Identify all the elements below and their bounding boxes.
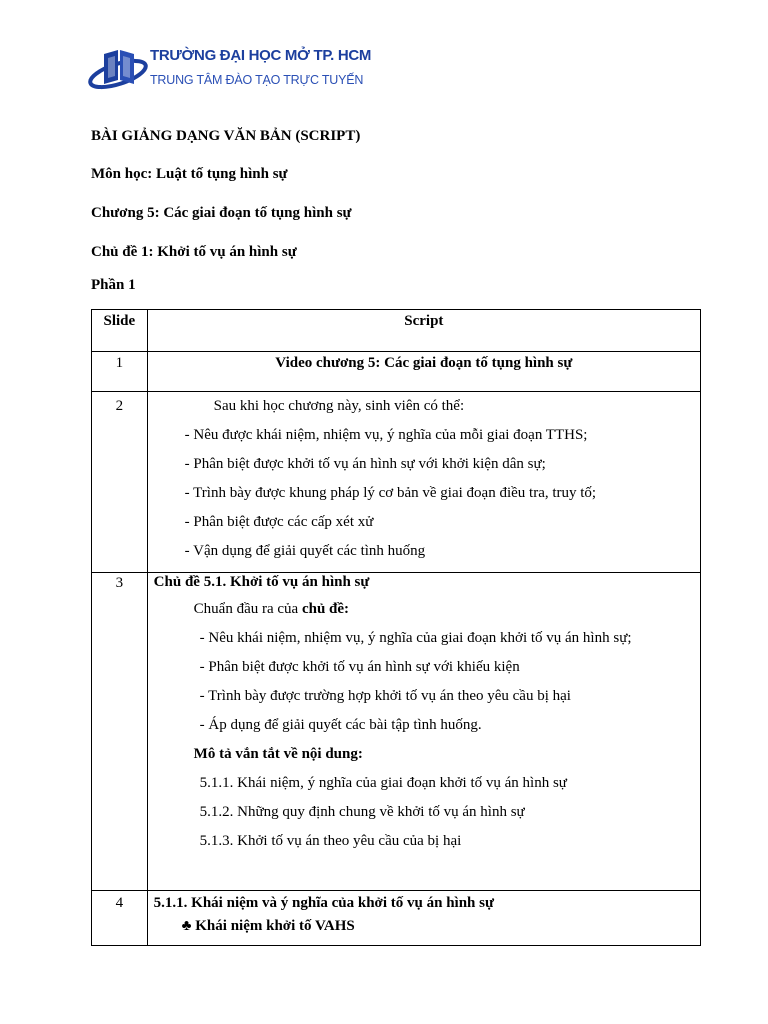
- list-item: - Nêu được khái niệm, nhiệm vụ, ý nghĩa của mỗi giai đoạn TTHS;: [184, 427, 588, 443]
- list-item: - Phân biệt được khởi tố vụ án hình sự với khởi kiện dân sự;: [184, 456, 546, 472]
- list-item: - Áp dụng để giải quyết các bài tập tình huống.: [199, 717, 482, 733]
- slide-number: 1: [92, 352, 148, 392]
- slide-number: 3: [92, 573, 148, 891]
- script-table: [91, 309, 701, 946]
- outcome-prefix: Chuẩn đầu ra của: [193, 601, 302, 617]
- outcome-heading: [194, 595, 746, 624]
- logo-emblem-icon: [88, 40, 150, 96]
- list-item: 5.1.1. Khái niệm, ý nghĩa của giai đoạn khởi tố vụ án hình sự: [199, 775, 567, 791]
- list-item: - Trình bày được trường hợp khởi tố vụ án theo yêu cầu bị hại: [199, 688, 571, 704]
- list-item: 5.1.3. Khởi tố vụ án theo yêu cầu của bị hại: [199, 833, 462, 849]
- outcome-bold: chủ đề:: [301, 601, 350, 617]
- slide-number: 2: [92, 392, 148, 573]
- chapter-heading: Chương 5: Các giai đoạn tố tụng hình sự: [91, 205, 352, 221]
- logo-university-name: TRƯỜNG ĐẠI HỌC MỞ TP. HCM: [150, 47, 372, 64]
- table-row: [92, 392, 701, 573]
- table-row: [92, 891, 701, 946]
- list-item: - Phân biệt được khởi tố vụ án hình sự với khiếu kiện: [199, 659, 520, 675]
- list-item: 5.1.2. Những quy định chung về khởi tố vụ án hình sự: [199, 804, 525, 820]
- topic-cell: [147, 573, 700, 891]
- learning-outcomes-cell: [147, 392, 700, 573]
- header-script: Script: [147, 310, 700, 352]
- list-item: - Trình bày được khung pháp lý cơ bản về giai đoạn điều tra, truy tố;: [184, 485, 597, 501]
- topic-heading: Chủ đề 1: Khởi tố vụ án hình sự: [91, 244, 297, 260]
- part-heading: Phần 1: [91, 277, 136, 293]
- university-logo: [88, 40, 372, 100]
- topic-title: Chủ đề 5.1. Khởi tố vụ án hình sự: [153, 574, 370, 590]
- video-title: Video chương 5: Các giai đoạn tố tụng hình sự: [147, 352, 700, 392]
- concept-heading: ♣ Khái niệm khởi tố VAHS: [181, 918, 355, 934]
- table-row: [92, 573, 701, 891]
- logo-center-name: TRUNG TÂM ĐÀO TẠO TRỰC TUYẾN: [150, 73, 364, 87]
- slide-number: 4: [92, 891, 148, 946]
- section-cell: [147, 891, 700, 946]
- document-title: BÀI GIẢNG DẠNG VĂN BẢN (SCRIPT): [91, 128, 361, 144]
- list-item: - Phân biệt được các cấp xét xử: [184, 514, 374, 530]
- table-row: [92, 352, 701, 392]
- section-title: 5.1.1. Khái niệm và ý nghĩa của khởi tố vụ án hình sự: [153, 895, 494, 911]
- table-header-row: [92, 310, 701, 352]
- header-slide: Slide: [92, 310, 148, 352]
- list-item: - Nêu khái niệm, nhiệm vụ, ý nghĩa của giai đoạn khởi tố vụ án hình sự;: [199, 630, 632, 646]
- list-item: - Vận dụng để giải quyết các tình huống: [184, 543, 426, 559]
- summary-title: Mô tả vắn tắt về nội dung:: [193, 746, 363, 762]
- subject-heading: Môn học: Luật tố tụng hình sự: [91, 166, 288, 182]
- outcomes-intro: Sau khi học chương này, sinh viên có thể:: [213, 398, 465, 414]
